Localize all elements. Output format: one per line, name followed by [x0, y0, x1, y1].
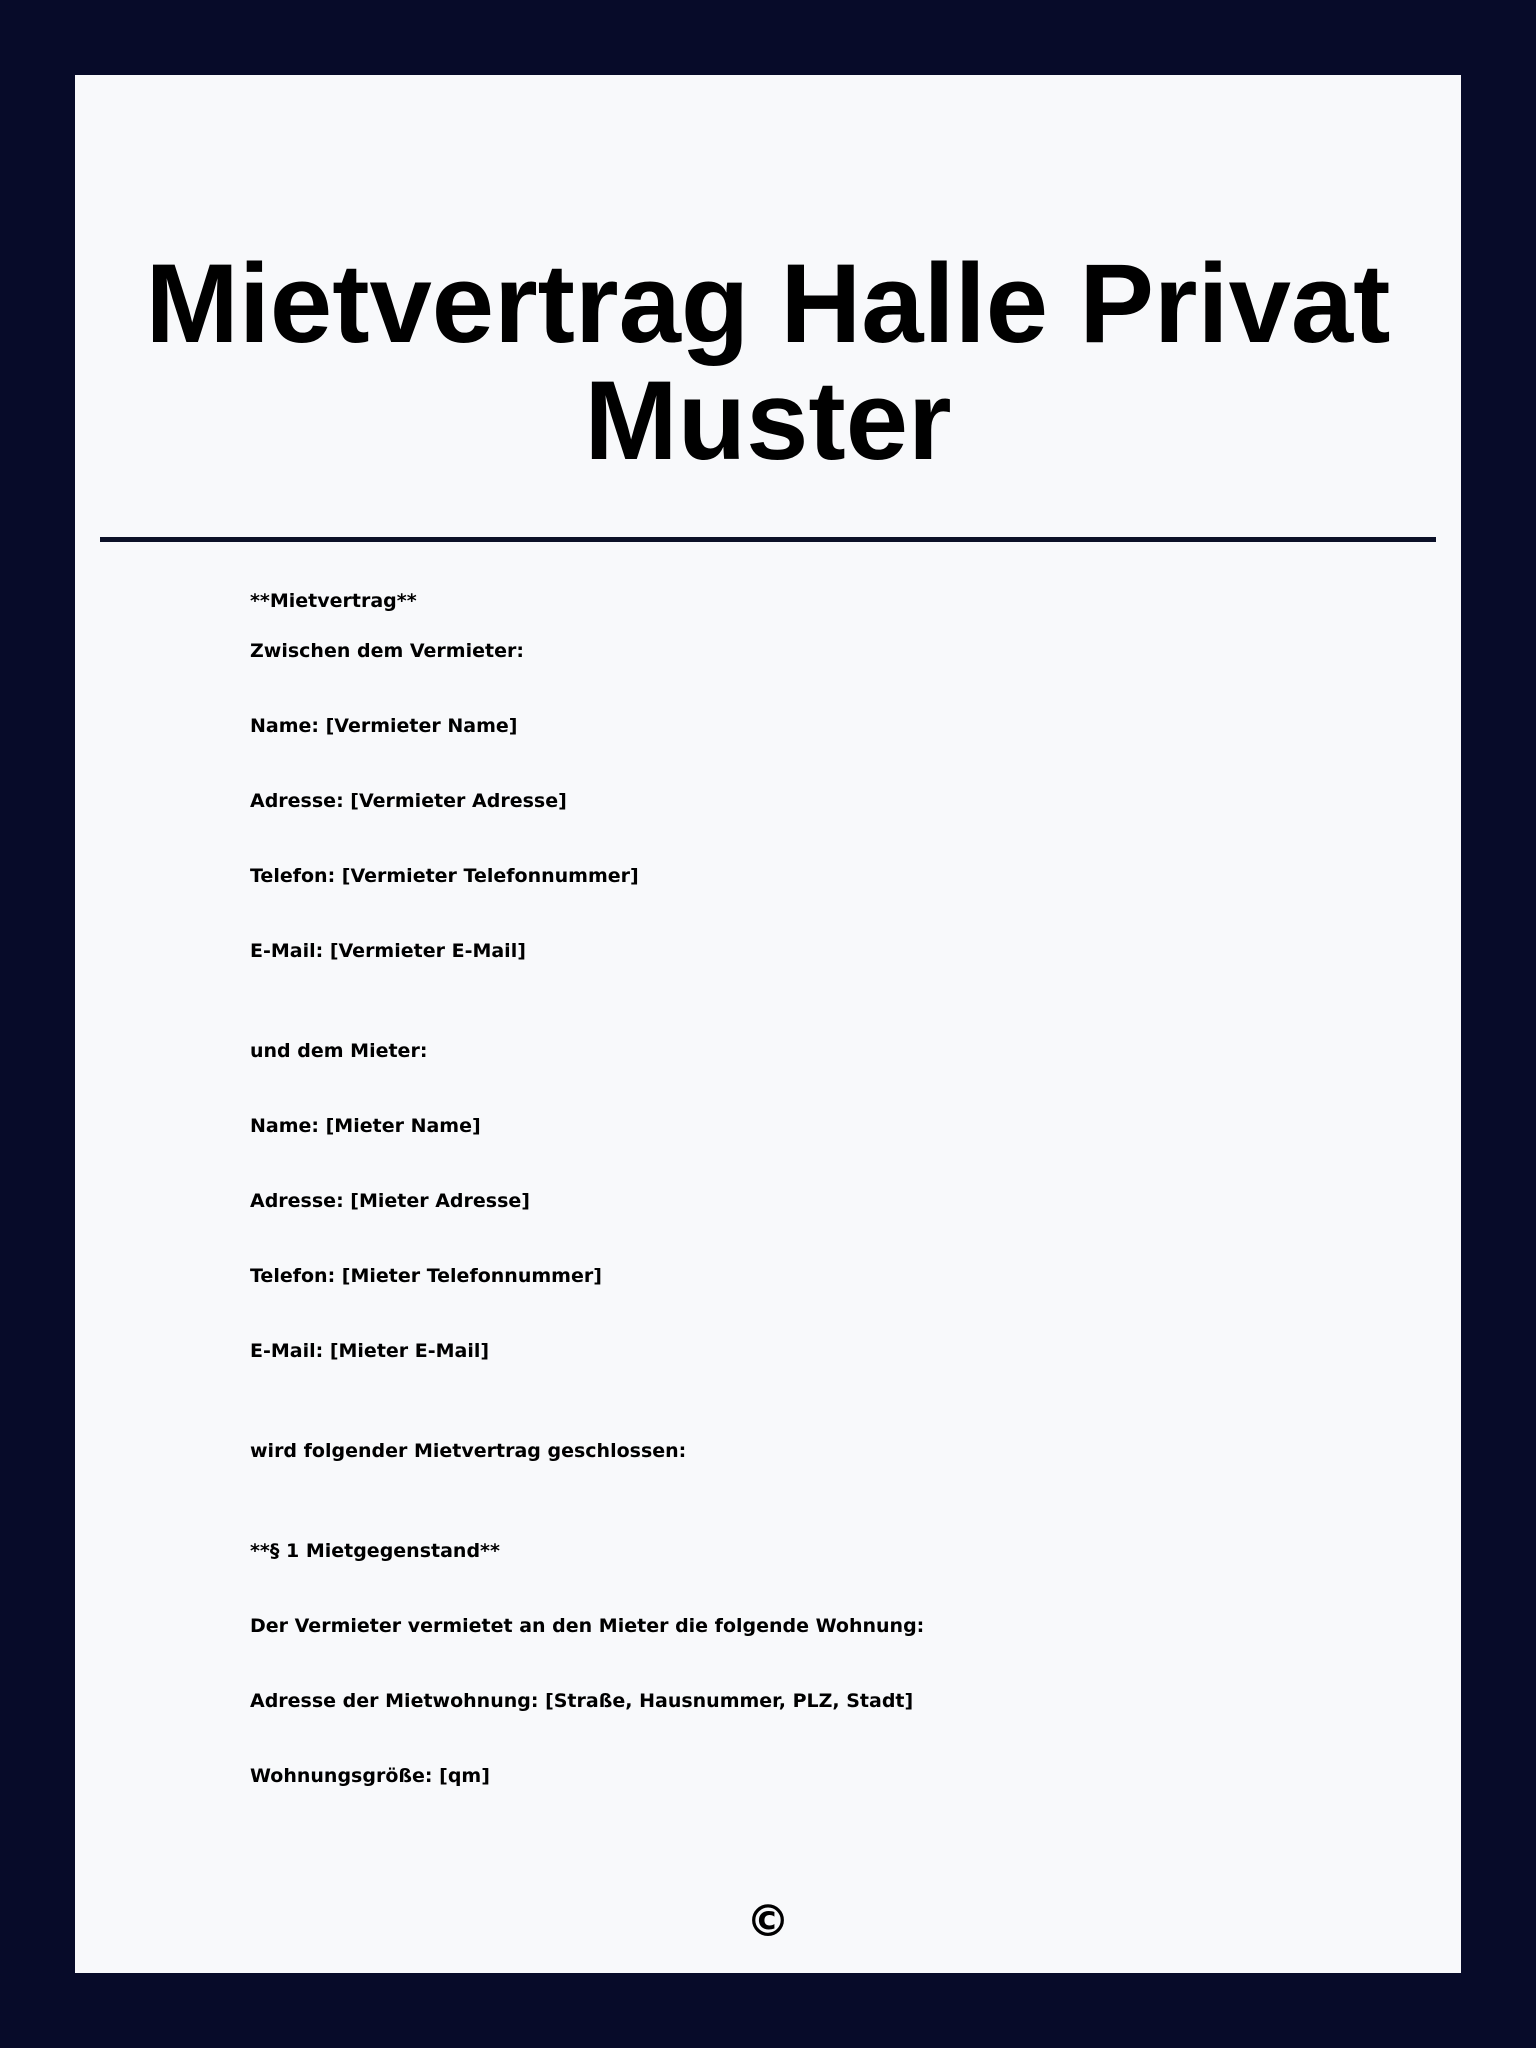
- document-page: [75, 75, 1461, 1973]
- apartment-size: Wohnungsgröße: [qm]: [250, 1765, 490, 1787]
- contract-clause-intro: wird folgender Mietvertrag geschlossen:: [250, 1440, 687, 1462]
- landlord-intro: Zwischen dem Vermieter:: [250, 640, 524, 662]
- landlord-address: Adresse: [Vermieter Adresse]: [250, 790, 567, 812]
- contract-heading: **Mietvertrag**: [250, 590, 417, 612]
- landlord-phone: Telefon: [Vermieter Telefonnummer]: [250, 865, 639, 887]
- landlord-name: Name: [Vermieter Name]: [250, 715, 518, 737]
- tenant-phone: Telefon: [Mieter Telefonnummer]: [250, 1265, 602, 1287]
- tenant-address: Adresse: [Mieter Adresse]: [250, 1190, 530, 1212]
- tenant-email: E-Mail: [Mieter E-Mail]: [250, 1340, 490, 1362]
- section-1-text: Der Vermieter vermietet an den Mieter die folgende Wohnung:: [250, 1615, 925, 1637]
- tenant-intro: und dem Mieter:: [250, 1040, 428, 1062]
- rental-address: Adresse der Mietwohnung: [Straße, Hausnummer, PLZ, Stadt]: [250, 1690, 914, 1712]
- section-1-heading: **§ 1 Mietgegenstand**: [250, 1540, 500, 1562]
- document-title: Mietvertrag Halle Privat Muster: [145, 241, 1391, 483]
- landlord-email: E-Mail: [Vermieter E-Mail]: [250, 940, 526, 962]
- title-divider: [100, 537, 1436, 542]
- tenant-name: Name: [Mieter Name]: [250, 1115, 481, 1137]
- copyright-icon: ©: [746, 1896, 790, 1947]
